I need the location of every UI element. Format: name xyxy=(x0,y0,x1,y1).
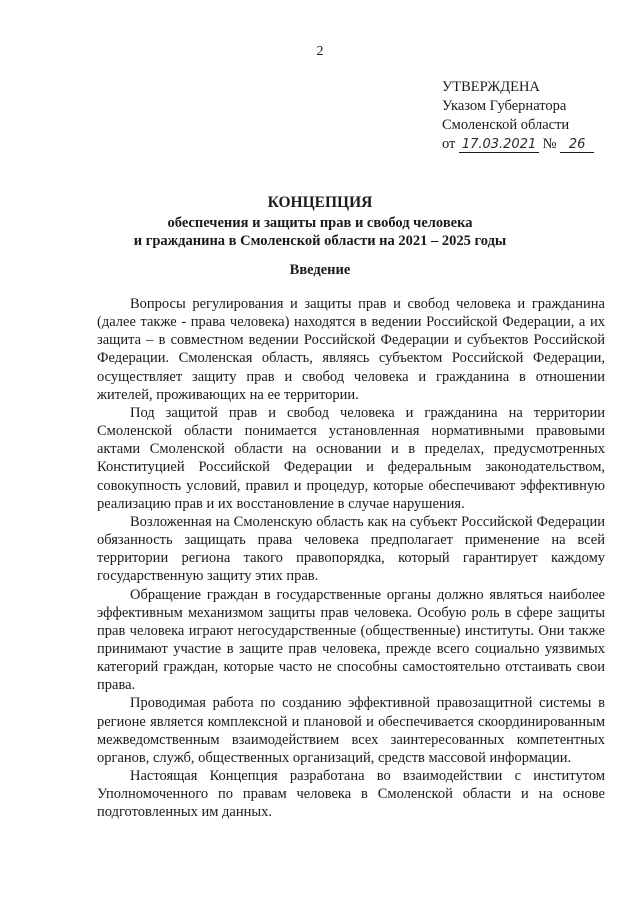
approval-number-handwritten: 26 xyxy=(560,138,594,153)
document-title xyxy=(60,194,580,250)
approval-stamp-block xyxy=(442,78,594,154)
paragraph: Обращение граждан в государственные органы должно являться наиболее эффективным механизмом защиты прав человека. Особую роль в сфере защиты прав человека играют негосударственные (общественные) институты. Они также принимают участие в защите прав человека, прежде всего социально уязвимых категорий граждан, которые часто не способны самостоятельно отстаивать свои права. xyxy=(97,586,605,694)
paragraph: Под защитой прав и свобод человека и гражданина на территории Смоленской области понимается установленная нормативными правовыми актами Смоленской области на основании и в пределах, предусмотренных Конституцией Российской Федерации и федеральным законодательством, совокупность условий, правил и процедур, которые обеспечивают эффективную реализацию прав и их восстановление в случае нарушения. xyxy=(97,404,605,512)
approval-date-handwritten: 17.03.2021 xyxy=(459,138,539,153)
body-text xyxy=(97,295,605,822)
approval-authority: Указом Губернатора xyxy=(442,98,567,114)
approval-from-label: от xyxy=(442,136,456,152)
paragraph: Проводимая работа по созданию эффективной правозащитной системы в регионе является комплексной и плановой и обеспечивается скоординированным межведомственным взаимодействием всех заинтересованных компетентных органов, служб, общественных организаций, средств массовой информации. xyxy=(97,695,605,766)
paragraph: Возложенная на Смоленскую область как на субъект Российской Федерации обязанность защищать права человека предполагает применение на всей территории региона такого правопорядка, который гарантирует каждому государственную защиту этих прав. xyxy=(97,513,605,585)
section-heading: Введение xyxy=(289,262,351,278)
page-number: 2 xyxy=(316,44,324,59)
paragraph: Настоящая Концепция разработана во взаимодействии с институтом Уполномоченного по правам человека в Смоленской области и на основе подготовленных им данных. xyxy=(97,768,605,821)
approval-date-number xyxy=(442,135,594,154)
paragraph: Вопросы регулирования и защиты прав и свобод человека и гражданина (далее также - права человека) находятся в ведении Российской Федерации, а их защита – в совместном ведении Российской Федерации и субъектов Российской Федерации. Смоленская область, являясь субъектом Российской Федерации, осуществляет защиту прав и свобод человека и гражданина в отношении жителей, проживающих на ее территории. xyxy=(97,296,605,403)
title-main: КОНЦЕПЦИЯ xyxy=(267,194,373,211)
approval-region: Смоленской области xyxy=(442,117,570,133)
title-subtitle-line1: обеспечения и защиты прав и свобод человека xyxy=(167,215,473,231)
approval-number-label: № xyxy=(542,136,557,152)
title-subtitle-line2: и гражданина в Смоленской области на 2021 – 2025 годы xyxy=(133,233,507,249)
approval-heading: УТВЕРЖДЕНА xyxy=(442,79,540,95)
